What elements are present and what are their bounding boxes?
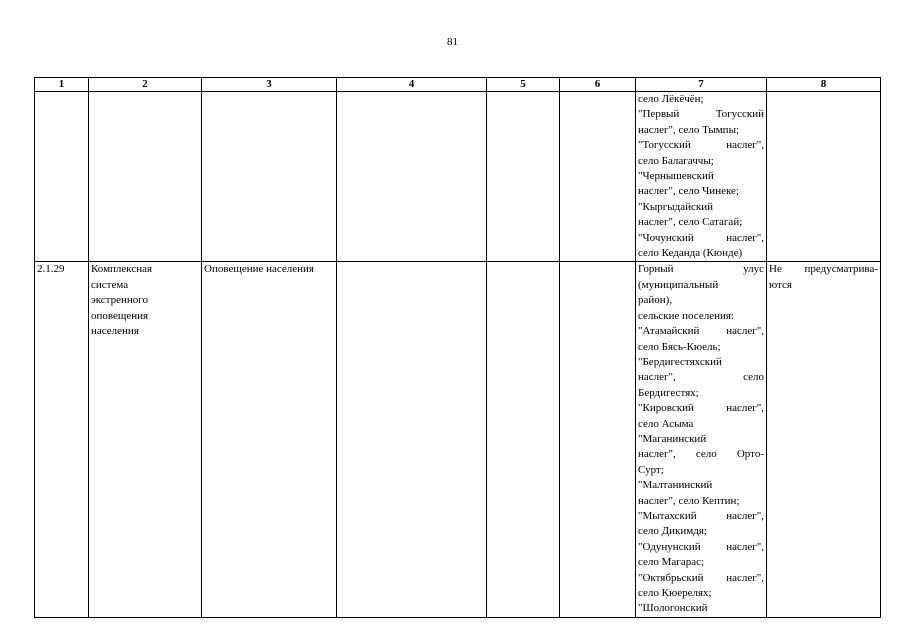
header-col-3: 3: [202, 78, 337, 92]
cell-col-5: [487, 262, 560, 617]
page-number: 81: [447, 36, 458, 48]
cell-line: "Малтанинский: [638, 479, 713, 492]
cell-line: сельские поселения:: [638, 309, 734, 322]
cell-line: наслег", село: [638, 371, 764, 384]
cell-line: (муниципальный: [638, 278, 719, 291]
cell-line: село Кюерелях;: [638, 587, 712, 599]
header-col-5: 5: [487, 78, 560, 92]
cell-line: оповещения: [91, 309, 149, 322]
cell-line: наслег", село Тымпы;: [638, 123, 740, 136]
cell-line: населения: [91, 325, 139, 338]
cell-line: "Шологонский: [638, 602, 708, 615]
cell-line: район),: [638, 294, 673, 307]
cell-note: [767, 262, 881, 617]
cell-col-4: [337, 92, 487, 262]
cell-line: система: [91, 278, 129, 291]
cell-purpose: Оповещение населения: [202, 262, 337, 617]
header-col-4: 4: [337, 78, 487, 92]
cell-col-4: [337, 262, 487, 617]
cell-line: село Балагаччы;: [638, 154, 714, 167]
cell-line: "Кыргыдайский: [638, 200, 713, 213]
cell-col-5: [487, 92, 560, 262]
header-row: [35, 78, 881, 92]
cell-line: "Одунунский наслег",: [638, 540, 764, 553]
header-col-1: 1: [35, 78, 89, 92]
table-row: [35, 92, 881, 262]
cell-line: наслег", село Сатагай;: [638, 216, 743, 229]
cell-location: [636, 92, 767, 262]
cell-number: [35, 92, 89, 262]
cell-line: село Кеданда (Кюнде): [638, 247, 743, 260]
cell-line: село Магарас;: [638, 556, 705, 569]
cell-line: село Дикимдя;: [638, 525, 707, 538]
cell-line: экстренного: [91, 294, 149, 307]
cell-line: Не предусматрива-: [769, 263, 878, 276]
cell-name: [89, 92, 202, 262]
cell-line: "Бердигестяхский: [638, 355, 722, 368]
cell-line: "Октябрьский наслег",: [638, 571, 764, 584]
cell-line: наслег", село Орто-: [638, 448, 764, 461]
header-col-8: 8: [767, 78, 881, 92]
cell-note: [767, 92, 881, 262]
cell-number: 2.1.29: [35, 262, 89, 617]
cell-purpose: [202, 92, 337, 262]
header-col-6: 6: [560, 78, 636, 92]
cell-line: "Первый Тогусский: [638, 108, 764, 121]
table-row: [35, 262, 881, 617]
cell-location: [636, 262, 767, 617]
cell-line: Горный улус: [638, 263, 764, 276]
cell-col-6: [560, 262, 636, 617]
cell-line: "Чочунский наслег",: [638, 231, 764, 244]
cell-line: "Маганинский: [638, 432, 707, 445]
cell-line: "Кировский наслег",: [638, 402, 764, 415]
cell-col-6: [560, 92, 636, 262]
cell-line: "Атамайский наслег",: [638, 325, 764, 338]
cell-line: село Бясь-Кюель;: [638, 340, 721, 353]
header-col-2: 2: [89, 78, 202, 92]
cell-line: село Асыма: [638, 417, 694, 430]
cell-line: село Лёкёчён;: [638, 93, 704, 105]
cell-line: Сурт;: [638, 463, 664, 476]
cell-line: Комплексная: [91, 263, 153, 276]
cell-line: наслег", село Чинеке;: [638, 185, 739, 198]
cell-line: "Мытахский наслег",: [638, 509, 764, 522]
cell-line: "Тогусский наслег",: [638, 139, 764, 152]
document-table: [34, 77, 881, 618]
cell-line: наслег", село Кептин;: [638, 494, 740, 507]
cell-name: [89, 262, 202, 617]
cell-line: Бердигестях;: [638, 386, 699, 399]
cell-line: "Чернышевский: [638, 170, 714, 183]
header-col-7: 7: [636, 78, 767, 92]
cell-line: ются: [769, 278, 792, 291]
